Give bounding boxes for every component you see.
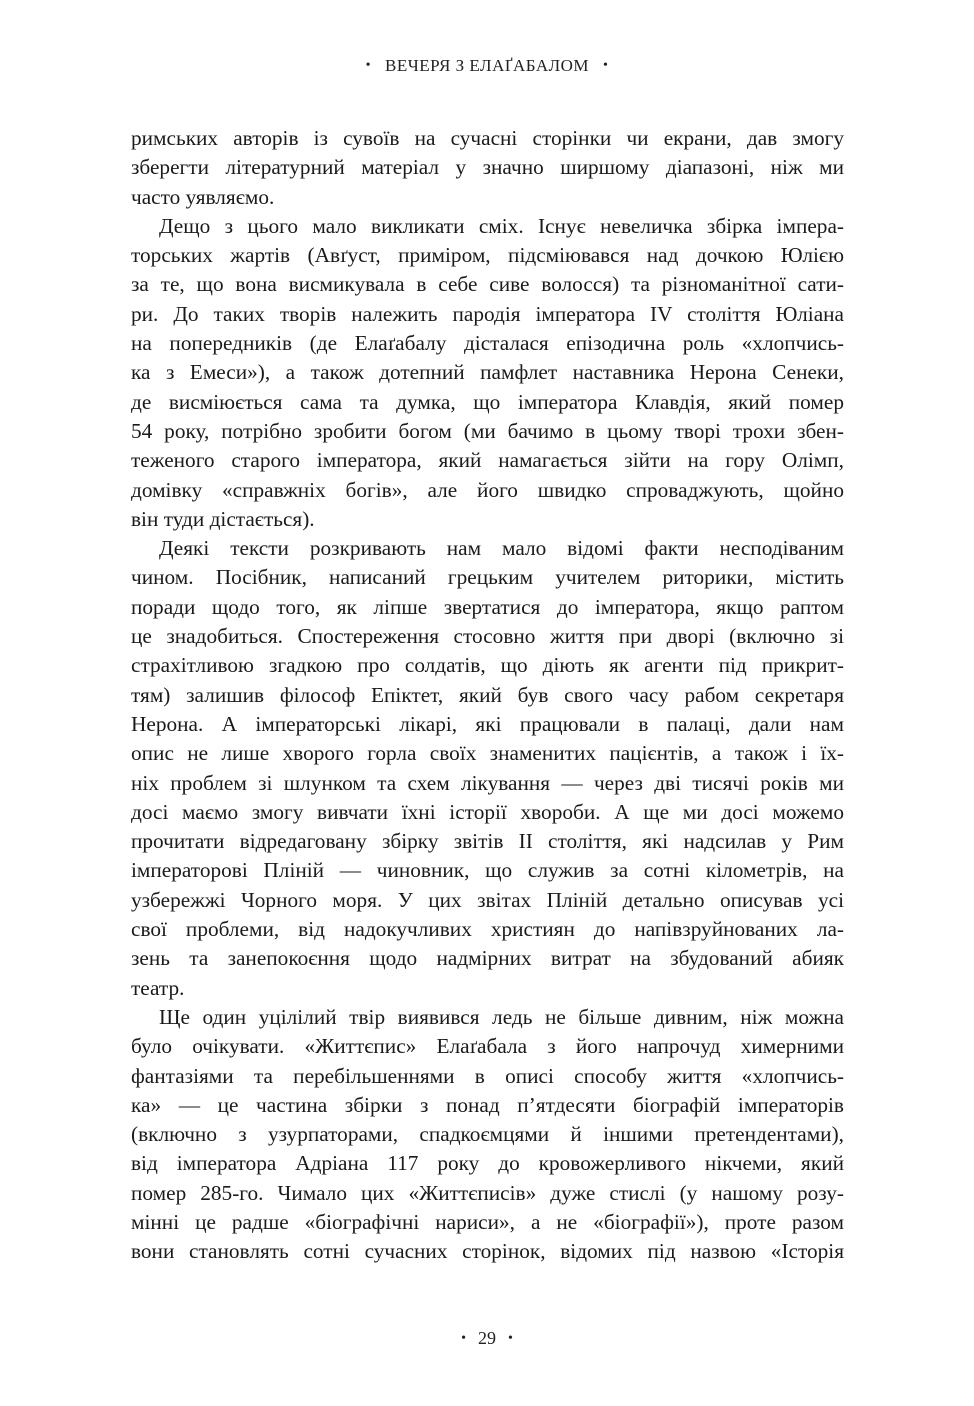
paragraph: [131, 124, 844, 212]
text-line: опис не лише хворого горла своїх знаменитих пацієнтів, а також і їх-: [131, 741, 844, 766]
page-footer: [0, 1328, 974, 1349]
text-line: ка з Емеси»), а також дотепний памфлет наставника Нерона Сенеки,: [131, 360, 844, 385]
book-title: ВЕЧЕРЯ З ЕЛАҐАБАЛОМ: [384, 56, 590, 75]
paragraph: [131, 212, 844, 534]
text-line: (включно з узурпаторами, спадкоємцями й іншими претендентами),: [131, 1122, 844, 1147]
text-line: торських жартів (Авґуст, приміром, підсміювався над дочкою Юлією: [131, 243, 844, 268]
text-line: римських авторів із сувоїв на сучасні сторінки чи екрани, дав змогу: [131, 126, 844, 150]
text-line: мінні це радше «біографічні нариси», а не «біографії»), проте разом: [131, 1209, 844, 1234]
text-line: де висміюється сама та думка, що імператора Клавдія, який помер: [131, 389, 844, 414]
text-line: він туди дістається).: [131, 506, 315, 531]
text-line: страхітливою згадкою про солдатів, що діють як агенти під прикрит-: [131, 653, 844, 678]
text-line: часто уявляємо.: [131, 184, 275, 209]
text-line: від імператора Адріана 117 року до кровожерливого нікчеми, який: [131, 1151, 844, 1176]
text-line: свої проблеми, від надокучливих християн до напівзруйнованих ла-: [131, 917, 844, 942]
bullet-ornament: •: [508, 1331, 513, 1346]
running-head: [0, 56, 974, 76]
text-line: тям) залишив філософ Епіктет, який був свого часу рабом секретаря: [131, 682, 844, 707]
text-line: теженого старого імператора, який намагається зійти на гору Олімп,: [131, 448, 844, 473]
text-line: досі маємо змогу вивчати їхні історії хвороби. А ще ми досі можемо: [131, 799, 844, 824]
text-line: домівку «справжніх богів», але його швидко спроваджують, щойно: [131, 477, 844, 502]
text-line: зень та занепокоєння щодо надмірних витрат на збудований абияк: [131, 946, 844, 971]
bullet-ornament: •: [365, 58, 371, 73]
text-line: ка» — це частина збірки з понад п’ятдесяти біографій імператорів: [131, 1092, 844, 1117]
page-number: 29: [478, 1328, 496, 1348]
text-line: ри. До таких творів належить пародія імператора IV століття Юліана: [131, 301, 844, 326]
text-line: ніх проблем зі шлунком та схем лікування — через дві тисячі років ми: [131, 770, 844, 795]
text-line: імператорові Пліній — чиновник, що служив за сотні кілометрів, на: [131, 858, 844, 883]
text-line: фантазіями та перебільшеннями в описі способу життя «хлопчись-: [131, 1063, 844, 1088]
paragraph: [131, 534, 844, 1003]
text-line: Нерона. А імператорські лікарі, які працювали в палаці, дали нам: [131, 711, 844, 736]
text-line: це знадобиться. Спостереження стосовно життя при дворі (включно зі: [131, 624, 844, 649]
text-line: прочитати відредаговану збірку звітів II століття, які надсилав у Рим: [131, 829, 844, 854]
text-line: на попередників (де Елаґабалу дісталася епізодична роль «хлопчись-: [131, 331, 844, 356]
text-line: 54 року, потрібно зробити богом (ми бачимо в цьому творі трохи збен-: [131, 418, 844, 443]
text-line: узбережжі Чорного моря. У цих звітах Пліній детально описував усі: [131, 887, 844, 912]
text-line: театр.: [131, 975, 185, 1000]
bullet-ornament: •: [603, 58, 609, 73]
body-text: [131, 124, 844, 1267]
text-line: Деякі тексти розкривають нам мало відомі факти несподіваним: [159, 536, 844, 561]
text-line: вони становлять сотні сучасних сторінок, відомих під назвою «Історія: [131, 1239, 844, 1264]
text-line: зберегти літературний матеріал у значно ширшому діапазоні, ніж ми: [131, 155, 844, 180]
paragraph: [131, 1003, 844, 1267]
bullet-ornament: •: [461, 1331, 466, 1346]
text-line: Ще один уцілілий твір виявився ледь не більше дивним, ніж можна: [159, 1004, 844, 1029]
text-line: Дещо з цього мало викликати сміх. Існує невеличка збірка імпера-: [159, 213, 844, 238]
text-line: помер 285-го. Чимало цих «Життєписів» дуже стислі (у нашому розу-: [131, 1180, 844, 1205]
text-line: за те, що вона висмикувала в себе сиве волосся) та різноманітної сати-: [131, 272, 844, 297]
text-line: поради щодо того, як ліпше звертатися до імператора, якщо раптом: [131, 594, 844, 619]
text-line: чином. Посібник, написаний грецьким учителем риторики, містить: [131, 565, 844, 590]
text-line: було очікувати. «Життєпис» Елаґабала з його напрочуд химерними: [131, 1034, 844, 1059]
